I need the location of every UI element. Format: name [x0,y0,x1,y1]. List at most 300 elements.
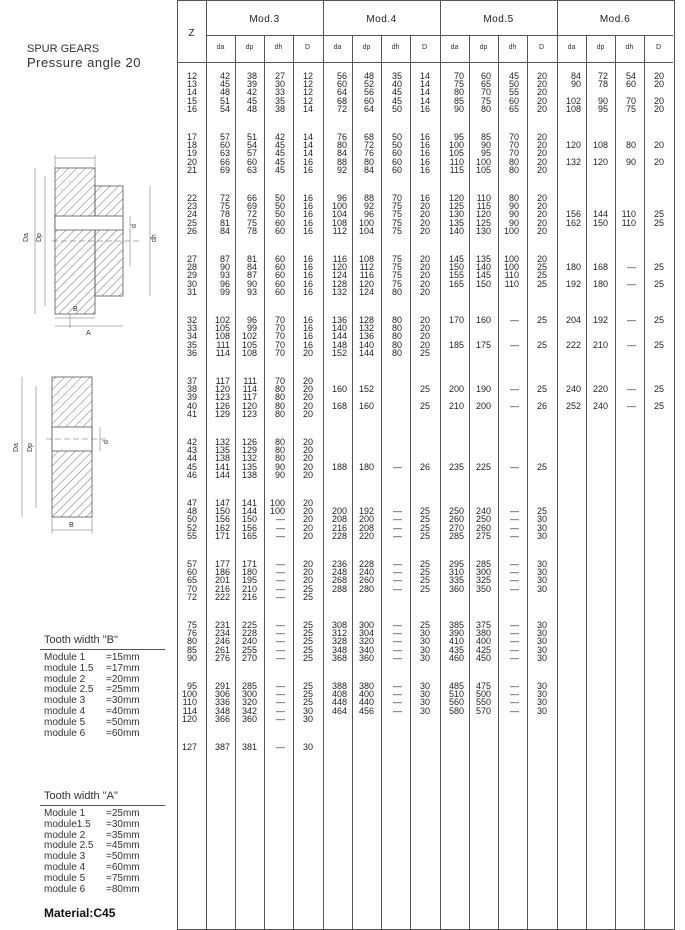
z-value: 127 [181,742,197,752]
table-cell: 95 [597,103,608,114]
table-cell: 110 [476,193,491,203]
table-cell: 72 [219,193,230,203]
table-cell: 381 [241,742,257,752]
table-cell: 25 [302,628,313,639]
table-cell: 580 [448,705,464,716]
table-cell: 30 [536,567,547,578]
table-cell: 135 [241,461,257,472]
table-cell: 276 [214,652,230,663]
table-cell: 148 [331,339,347,350]
table-cell: 16 [302,331,313,342]
table-cell: 25 [419,583,430,594]
z-value: 15 [186,95,197,106]
table-cell: 366 [214,713,230,724]
table-cell: 85 [480,132,491,142]
table-cell: — [510,652,519,663]
z-value: 29 [186,270,197,281]
table-cell: 30 [536,620,547,630]
tooth-width-a-width: =45mm [106,840,140,852]
table-cell: 108 [358,254,374,264]
table-cell: 300 [358,620,374,630]
table-cell: 54 [625,71,636,81]
table-cell: 45 [391,95,402,106]
tooth-width-b-module: module 1.5 [44,662,94,674]
tooth-width-b-width: =30mm [106,695,140,707]
table-cell: — [393,530,402,541]
table-cell: 156 [214,514,230,525]
table-cell: 228 [331,530,347,541]
table-cell: 147 [214,498,230,508]
table-cell: 60 [363,95,374,106]
table-cell: 20 [419,323,430,334]
table-cell: 20 [419,278,430,289]
table-cell: 25 [302,636,313,647]
table-cell: 80 [391,339,402,350]
table-cell: 180 [565,262,581,273]
table-cell: — [393,697,402,708]
table-cell: 348 [214,705,230,716]
table-cell: — [276,644,285,655]
table-cell: 448 [331,697,347,708]
table-cell: 25 [536,461,547,472]
table-cell: 99 [219,286,230,297]
table-cell: 75 [246,217,257,228]
table-cell: — [510,522,519,533]
table-cell: 261 [214,644,230,655]
table-cell: 64 [363,103,374,114]
table-cell: 16 [302,323,313,334]
table-cell: 228 [241,628,257,639]
sub-header: D [538,44,545,51]
table-cell: 335 [448,575,464,586]
table-cell: 192 [565,278,581,289]
table-cell: — [627,384,636,395]
table-cell: 216 [214,583,230,594]
table-cell: 14 [419,95,430,106]
table-cell: 80 [508,193,519,203]
table-cell: 150 [448,262,464,273]
table-cell: 20 [536,79,547,90]
table-cell: 80 [625,140,636,151]
table-cell: 136 [358,331,374,342]
tooth-width-a-width: =30mm [106,818,140,830]
table-cell: 141 [241,498,257,508]
table-cell: 96 [336,193,347,203]
table-cell: 291 [214,681,230,691]
table-cell: 120 [241,400,257,411]
table-cell: — [276,636,285,647]
z-value: 18 [186,140,197,151]
table-cell: 92 [336,164,347,175]
table-cell: 180 [592,278,608,289]
table-cell: 320 [241,697,257,708]
table-cell: 195 [241,575,257,586]
table-cell: 80 [391,347,402,358]
z-value: 37 [186,376,197,386]
table-cell: 20 [302,400,313,411]
table-cell: 20 [302,567,313,578]
material-label: Material:C45 [44,906,116,920]
table-cell: 16 [302,278,313,289]
table-cell: 20 [302,376,313,386]
table-cell: — [276,620,285,630]
table-cell: 171 [214,530,230,541]
table-cell: 78 [597,79,608,90]
table-cell: 108 [214,331,230,342]
z-value: 23 [186,201,197,212]
table-cell: 70 [274,331,285,342]
table-cell: 510 [448,689,464,700]
table-cell: 285 [241,681,257,691]
tooth-width-b-module: module 6 [44,727,86,739]
table-cell: 70 [274,339,285,350]
z-value: 48 [186,506,197,517]
table-cell: 216 [331,522,347,533]
table-cell: 14 [302,140,313,151]
table-cell: 20 [419,331,430,342]
table-cell: 90 [508,209,519,220]
table-cell: 70 [625,95,636,106]
tooth-width-a-module: Module 1 [44,808,86,819]
table-cell: 80 [274,384,285,395]
z-value: 33 [186,323,197,334]
table-cell: 162 [565,217,581,228]
table-cell: — [393,628,402,639]
table-cell: 26 [419,461,430,472]
table-cell: — [393,522,402,533]
table-cell: 140 [448,225,464,236]
table-cell: — [393,559,402,569]
table-cell: 95 [453,132,464,142]
z-value: 26 [186,225,197,236]
table-cell: 30 [536,697,547,708]
table-cell: 30 [536,705,547,716]
table-cell: 30 [419,689,430,700]
table-cell: 80 [508,156,519,167]
table-cell: 95 [480,148,491,159]
module-header: Mod.5 [483,14,514,25]
table-cell: 115 [476,201,491,212]
table-cell: 75 [391,270,402,281]
table-cell: 100 [475,156,491,167]
table-cell: 20 [302,461,313,472]
table-cell: 70 [453,71,464,81]
table-cell: 156 [241,522,257,533]
table-cell: 25 [302,652,313,663]
z-value: 40 [186,400,197,411]
table-cell: 68 [363,132,374,142]
z-value: 22 [186,193,197,203]
table-cell: 250 [448,506,464,517]
table-cell: — [276,530,285,541]
table-cell: 236 [331,559,347,569]
table-cell: 54 [246,140,257,151]
table-cell: 155 [448,270,464,281]
table-cell: 20 [536,164,547,175]
table-cell: 90 [219,262,230,273]
table-cell: 48 [219,87,230,98]
table-cell: 231 [214,620,230,630]
table-cell: 45 [219,79,230,90]
table-cell: 112 [359,262,374,273]
table-cell: 25 [302,697,313,708]
table-cell: 90 [508,217,519,228]
table-cell: 25 [302,591,313,602]
table-cell: — [510,583,519,594]
table-cell: 450 [475,652,491,663]
table-cell: 220 [358,530,374,541]
table-cell: 280 [358,583,374,594]
table-cell: 310 [448,567,464,578]
table-cell: 55 [508,87,519,98]
table-cell: 30 [419,652,430,663]
table-cell: 185 [448,339,464,350]
page-title [27,43,141,69]
table-cell: — [393,644,402,655]
sub-header: dp [479,44,488,51]
z-value: 24 [186,209,197,220]
table-cell: 60 [274,217,285,228]
table-cell: 75 [391,225,402,236]
table-cell: 30 [302,742,313,752]
table-cell: — [393,705,402,716]
table-cell: 25 [653,315,664,325]
table-cell: 387 [214,742,230,752]
tooth-width-b-width: =15mm [106,652,140,663]
z-value: 17 [186,132,197,142]
table-cell: 25 [302,620,313,630]
table-cell: — [510,315,519,325]
table-cell: 39 [246,79,257,90]
table-cell: 115 [449,164,464,175]
table-cell: 20 [536,254,547,264]
table-cell: 42 [219,71,230,81]
table-cell: 110 [449,156,464,167]
table-cell: 30 [419,636,430,647]
subcol-divider [644,35,645,929]
table-cell: 144 [241,506,257,517]
table-cell: 25 [419,575,430,586]
table-cell: 150 [214,506,230,517]
sub-header: dh [625,44,634,51]
table-cell: 126 [214,400,230,411]
table-cell: 45 [246,95,257,106]
z-value: 45 [186,461,197,472]
table-cell: 78 [219,209,230,220]
z-value: 80 [186,636,197,647]
table-cell: 110 [504,278,519,289]
table-cell: 70 [508,140,519,151]
z-value: 34 [186,331,197,342]
table-cell: — [510,705,519,716]
table-cell: 16 [302,193,313,203]
table-cell: 16 [302,156,313,167]
table-cell: 20 [536,209,547,220]
table-cell: 84 [570,71,581,81]
tooth-width-b-module: module 5 [44,716,86,728]
sub-header: D [655,44,662,51]
table-cell: 20 [419,217,430,228]
table-cell: 45 [274,156,285,167]
table-cell: 20 [653,95,664,106]
z-value: 43 [186,445,197,456]
table-cell: 72 [363,140,374,151]
table-cell: 500 [475,689,491,700]
table-cell: — [276,628,285,639]
table-cell: 460 [448,652,464,663]
z-value: 46 [186,469,197,480]
table-cell: — [276,652,285,663]
table-cell: 188 [331,461,347,472]
tooth-width-a-width: =80mm [106,883,140,895]
plate-label-da: Da [13,443,20,452]
table-cell: — [393,689,402,700]
table-cell: 108 [592,140,608,151]
table-cell: 208 [331,514,347,525]
table-cell: 160 [331,384,347,395]
table-cell: 87 [219,254,230,264]
table-cell: 138 [241,469,257,480]
table-cell: 117 [215,376,230,386]
table-cell: 336 [214,697,230,708]
table-cell: 99 [246,323,257,334]
col-divider [557,0,558,929]
z-value: 12 [186,71,197,81]
table-cell: 105 [214,323,230,334]
table-cell: 20 [536,193,547,203]
tooth-width-b-module: Module 1 [44,652,86,663]
table-cell: 60 [219,140,230,151]
table-cell: 30 [536,681,547,691]
plate-gear-drawing [10,372,130,542]
table-cell: 111 [216,339,230,350]
table-cell: 35 [274,95,285,106]
table-cell: 20 [302,453,313,464]
tooth-width-a-module: module 6 [44,883,86,895]
table-cell: 192 [592,315,608,325]
table-cell: 50 [508,79,519,90]
tooth-width-b-width: =20mm [106,673,140,685]
table-cell: 27 [274,71,285,81]
table-cell: 380 [358,681,374,691]
table-cell: 25 [653,400,664,411]
table-cell: 81 [246,254,257,264]
table-cell: 132 [214,437,230,447]
table-cell: 90 [625,156,636,167]
table-cell: 20 [536,156,547,167]
table-cell: 390 [448,628,464,639]
divider [40,805,165,806]
table-cell: 114 [242,384,257,395]
table-cell: — [510,628,519,639]
table-cell: 69 [246,201,257,212]
table-cell: 60 [625,79,636,90]
table-cell: — [510,400,519,411]
table-cell: 129 [214,408,230,419]
table-cell: 144 [331,331,347,342]
table-cell: 90 [597,95,608,106]
table-cell: 75 [391,278,402,289]
table-cell: 14 [302,103,313,114]
sub-header: dh [274,44,283,51]
tooth-width-a-module: module 5 [44,872,86,884]
table-cell: 360 [448,583,464,594]
table-cell: 80 [274,445,285,456]
table-cell: 42 [246,87,257,98]
table-cell: 51 [246,132,257,142]
tooth-width-b-row [40,664,165,675]
tooth-width-b-heading: Tooth width "B" [44,634,118,646]
table-cell: 20 [653,71,664,81]
table-cell: 88 [336,156,347,167]
table-cell: — [276,697,285,708]
table-cell: 408 [331,689,347,700]
table-cell: 234 [214,628,230,639]
table-cell: 16 [302,209,313,220]
table-cell: 140 [358,339,374,350]
table-cell: 192 [358,506,374,517]
tooth-width-a-width: =35mm [106,829,140,841]
table-cell: 25 [419,620,430,630]
tooth-width-a-row [40,874,165,885]
table-cell: 63 [219,148,230,159]
table-cell: 80 [274,392,285,403]
table-cell: 81 [219,217,230,228]
table-cell: 268 [331,575,347,586]
table-cell: 117 [242,392,257,403]
table-cell: 114 [215,347,230,358]
table-cell: — [510,506,519,517]
table-cell: 204 [565,315,581,325]
tooth-width-a-module: module 2 [44,829,86,841]
table-cell: 90 [274,461,285,472]
table-cell: 30 [536,530,547,541]
table-cell: 70 [480,87,491,98]
table-cell: 270 [241,652,257,663]
sub-header: D [421,44,428,51]
table-cell: 200 [358,514,374,525]
table-cell: 108 [331,217,347,228]
table-cell: 76 [363,148,374,159]
table-cell: 52 [363,79,374,90]
table-cell: 20 [302,498,313,508]
table-cell: 84 [363,164,374,175]
table-cell: 60 [391,148,402,159]
table-cell: 130 [475,225,491,236]
subcol-divider [586,35,587,929]
table-cell: 16 [302,315,313,325]
table-cell: 96 [246,315,257,325]
table-cell: — [276,591,285,602]
table-cell: 56 [336,71,347,81]
table-cell: 20 [536,217,547,228]
z-value: 47 [186,498,197,508]
label-dh: dh [151,234,158,242]
table-cell: 30 [536,522,547,533]
z-value: 25 [186,217,197,228]
table-cell: 255 [241,644,257,655]
tooth-width-b-row [40,729,165,740]
table-cell: 140 [475,262,491,273]
table-cell: 400 [358,689,374,700]
table-cell: 16 [302,201,313,212]
table-cell: 220 [592,384,608,395]
table-cell: 96 [219,278,230,289]
table-cell: 16 [419,148,430,159]
table-cell: — [510,620,519,630]
tooth-width-a-block [40,789,165,895]
table-cell: 75 [480,95,491,106]
